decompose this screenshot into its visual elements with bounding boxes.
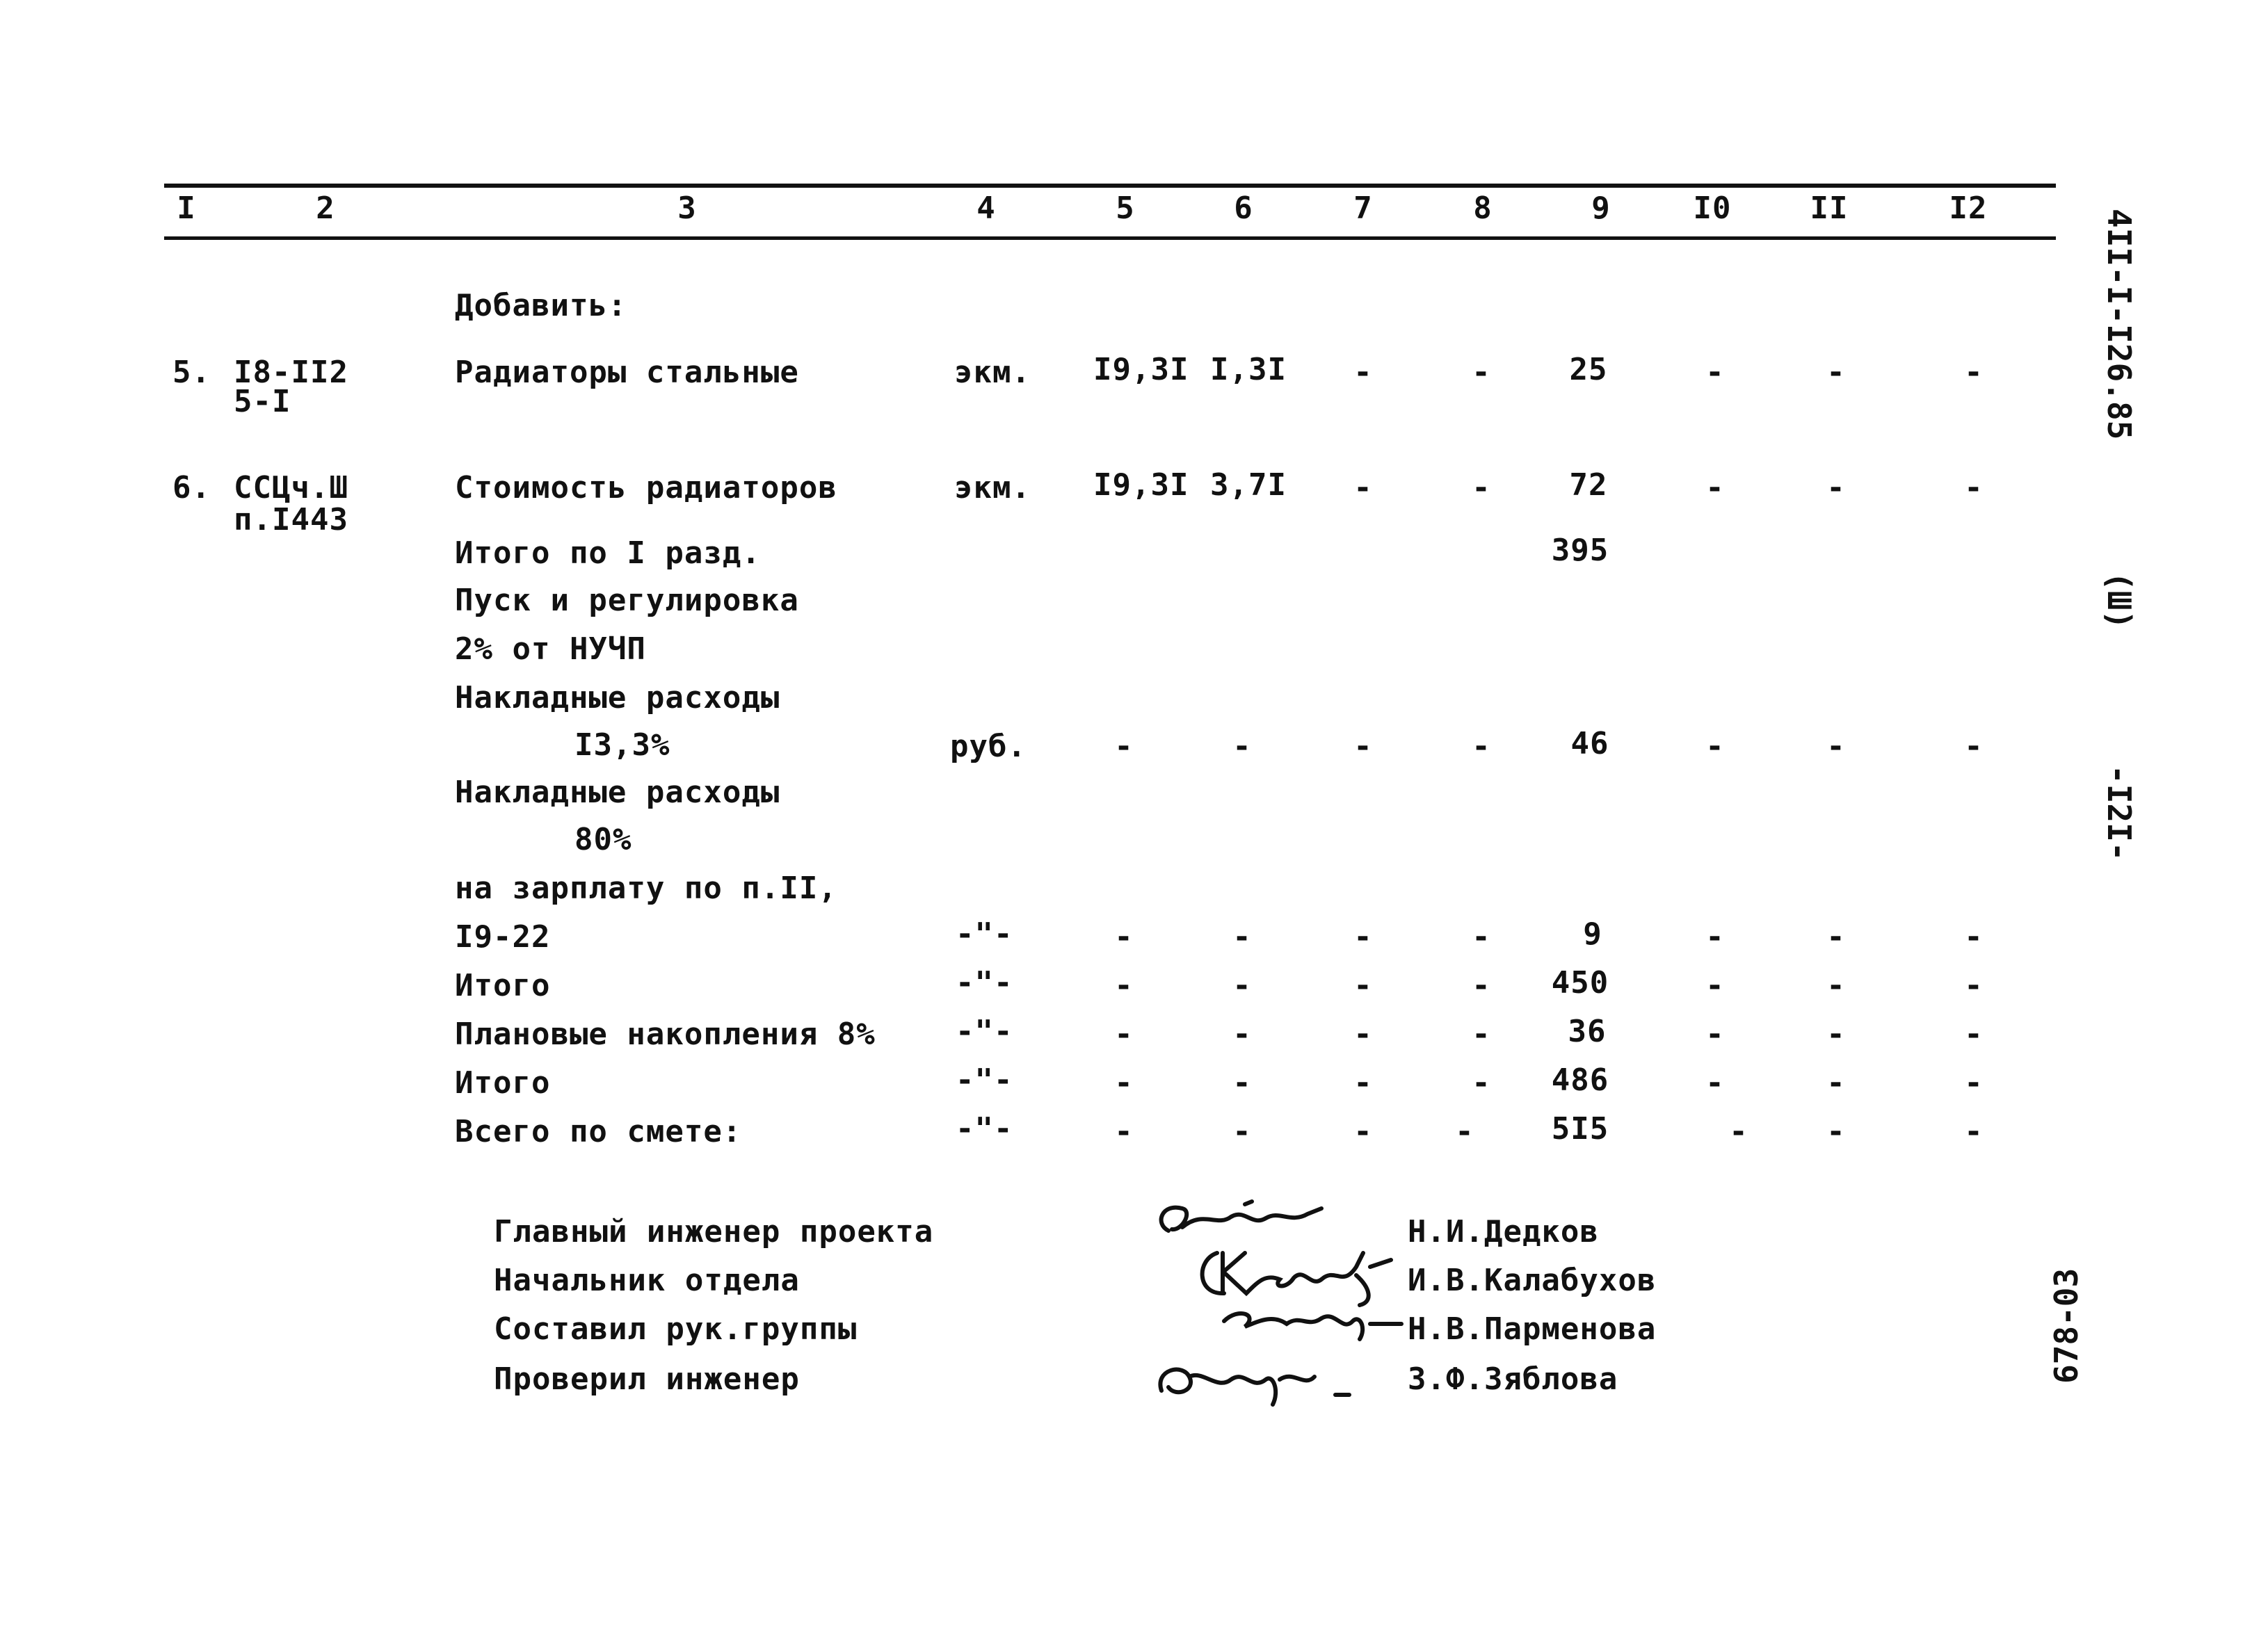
row-code-sub: п.I443: [234, 502, 348, 537]
col-header-9: 9: [1591, 191, 1611, 226]
row-col8: -: [1472, 1017, 1491, 1052]
project-code: 4II-I-I26.85: [2100, 209, 2138, 440]
row-unit: -"-: [956, 916, 1013, 952]
row-col6: -: [1232, 1017, 1252, 1052]
col-header-5: 5: [1116, 191, 1135, 226]
row-col6: I,3I: [1210, 352, 1287, 387]
row-col12: -: [1964, 1065, 1984, 1101]
row-col8: -: [1472, 355, 1491, 390]
row-col11: -: [1826, 355, 1846, 390]
col-header-12: I2: [1949, 191, 1988, 226]
row-col12: -: [1964, 1114, 1984, 1149]
row-col10: -: [1705, 470, 1725, 505]
row-col6: -: [1232, 968, 1252, 1003]
col-header-1: I: [177, 191, 196, 226]
row-col8: -: [1472, 919, 1491, 955]
row-col12: -: [1964, 470, 1984, 505]
overhead2-label: Накладные расходы: [455, 775, 780, 810]
signature-role: Составил рук.группы: [494, 1311, 858, 1347]
row-unit: экм.: [954, 355, 1031, 390]
row-col9: 5I5: [1551, 1111, 1609, 1147]
row-col9: 450: [1551, 965, 1609, 1001]
row-col9: 9: [1583, 916, 1602, 952]
row-col7: -: [1353, 1114, 1373, 1149]
row-col5: -: [1114, 1065, 1134, 1101]
row-col7: -: [1353, 1065, 1373, 1101]
row-col5: I9,3I: [1093, 467, 1189, 503]
col-header-4: 4: [976, 191, 996, 226]
sheet-code: 678-03: [2048, 1268, 2085, 1384]
row-unit: -"-: [956, 1111, 1013, 1147]
row-col12: -: [1964, 729, 1984, 764]
signature-person: З.Ф.Зяблова: [1408, 1361, 1618, 1397]
row-col11: -: [1826, 729, 1846, 764]
row-col9: 25: [1569, 352, 1608, 387]
row-name: Стоимость радиаторов: [455, 470, 837, 505]
row-col5: -: [1114, 968, 1134, 1003]
row-unit: -"-: [956, 1062, 1013, 1098]
row-col11: -: [1826, 1017, 1846, 1052]
row-col6: -: [1232, 919, 1252, 955]
signature-person: Н.И.Дедков: [1408, 1214, 1599, 1249]
part-code: (Ш): [2100, 572, 2138, 630]
row-col6: -: [1232, 1065, 1252, 1101]
row-col6: -: [1232, 1114, 1252, 1149]
header-bottom-rule: [164, 236, 2056, 240]
row-col5: I9,3I: [1093, 352, 1189, 387]
page-number: -I2I-: [2100, 765, 2138, 862]
row-col8: -: [1472, 470, 1491, 505]
section-heading: Добавить:: [455, 288, 627, 323]
row-col11: -: [1826, 470, 1846, 505]
handwritten-signature: [1141, 1349, 1363, 1411]
row-name: Плановые накопления 8%: [455, 1017, 876, 1052]
row-unit: экм.: [954, 470, 1031, 505]
row-col8: -: [1455, 1114, 1474, 1149]
overhead1-label: Накладные расходы: [455, 680, 780, 715]
row-col11: -: [1826, 968, 1846, 1003]
row-col7: -: [1353, 470, 1373, 505]
overhead2-basis: на зарплату по п.II,: [455, 871, 837, 906]
row-col12: -: [1964, 355, 1984, 390]
subtotal-label: Итого по I разд.: [455, 535, 761, 571]
row-col8: -: [1472, 968, 1491, 1003]
row-col9: 36: [1568, 1014, 1607, 1049]
overhead1-rate: I3,3%: [574, 727, 670, 763]
col-header-6: 6: [1234, 191, 1253, 226]
row-col10: -: [1705, 968, 1725, 1003]
row-name: Итого: [455, 968, 551, 1003]
row-col11: -: [1826, 1065, 1846, 1101]
row-col11: -: [1826, 1114, 1846, 1149]
signature-person: И.В.Калабухов: [1408, 1263, 1657, 1298]
row-col10: -: [1705, 729, 1725, 764]
signature-role: Проверил инженер: [494, 1361, 800, 1397]
startup-label-2: 2% от НУЧП: [455, 631, 646, 667]
col-header-8: 8: [1473, 191, 1493, 226]
row-col10: -: [1705, 919, 1725, 955]
row-col9: 72: [1569, 467, 1608, 503]
header-top-rule: [164, 184, 2056, 188]
row-col7: -: [1353, 729, 1373, 764]
col-header-2: 2: [316, 191, 335, 226]
row-unit: -"-: [956, 1014, 1013, 1049]
subtotal-value: 395: [1551, 533, 1609, 568]
col-header-10: I0: [1693, 191, 1732, 226]
row-name: Итого: [455, 1065, 551, 1101]
row-col5: -: [1114, 1017, 1134, 1052]
row-col10: -: [1705, 1065, 1725, 1101]
row-name: Всего по смете:: [455, 1114, 742, 1149]
row-col7: -: [1353, 1017, 1373, 1052]
row-unit: руб.: [950, 729, 1027, 764]
startup-label: Пуск и регулировка: [455, 583, 799, 618]
row-col9: 486: [1551, 1062, 1609, 1098]
col-header-11: II: [1810, 191, 1849, 226]
row-col7: -: [1353, 919, 1373, 955]
row-col12: -: [1964, 1017, 1984, 1052]
row-col6: -: [1232, 729, 1252, 764]
row-col10: -: [1705, 355, 1725, 390]
row-col7: -: [1353, 355, 1373, 390]
row-col9: 46: [1570, 726, 1609, 761]
signature-role: Начальник отдела: [494, 1263, 800, 1298]
row-col7: -: [1353, 968, 1373, 1003]
overhead2-range: I9-22: [455, 919, 551, 955]
row-col6: 3,7I: [1210, 467, 1287, 503]
handwritten-signature: [1210, 1293, 1405, 1349]
row-col10: -: [1705, 1017, 1725, 1052]
row-code: I8-II2: [234, 355, 348, 390]
row-col5: -: [1114, 1114, 1134, 1149]
row-code: ССЦч.Ш: [234, 470, 348, 505]
signature-person: Н.В.Парменова: [1408, 1311, 1657, 1347]
row-col12: -: [1964, 919, 1984, 955]
row-number: 6.: [172, 470, 211, 505]
row-col5: -: [1114, 919, 1134, 955]
overhead2-rate: 80%: [574, 822, 632, 857]
signature-role: Главный инженер проекта: [494, 1214, 934, 1249]
row-col8: -: [1472, 1065, 1491, 1101]
row-unit: -"-: [956, 965, 1013, 1001]
row-code-sub: 5-I: [234, 384, 291, 419]
col-header-3: 3: [677, 191, 697, 226]
row-col12: -: [1964, 968, 1984, 1003]
row-col11: -: [1826, 919, 1846, 955]
col-header-7: 7: [1353, 191, 1373, 226]
row-col10: -: [1729, 1114, 1748, 1149]
row-col8: -: [1472, 729, 1491, 764]
row-col5: -: [1114, 729, 1134, 764]
row-number: 5.: [172, 355, 211, 390]
row-name: Радиаторы стальные: [455, 355, 799, 390]
